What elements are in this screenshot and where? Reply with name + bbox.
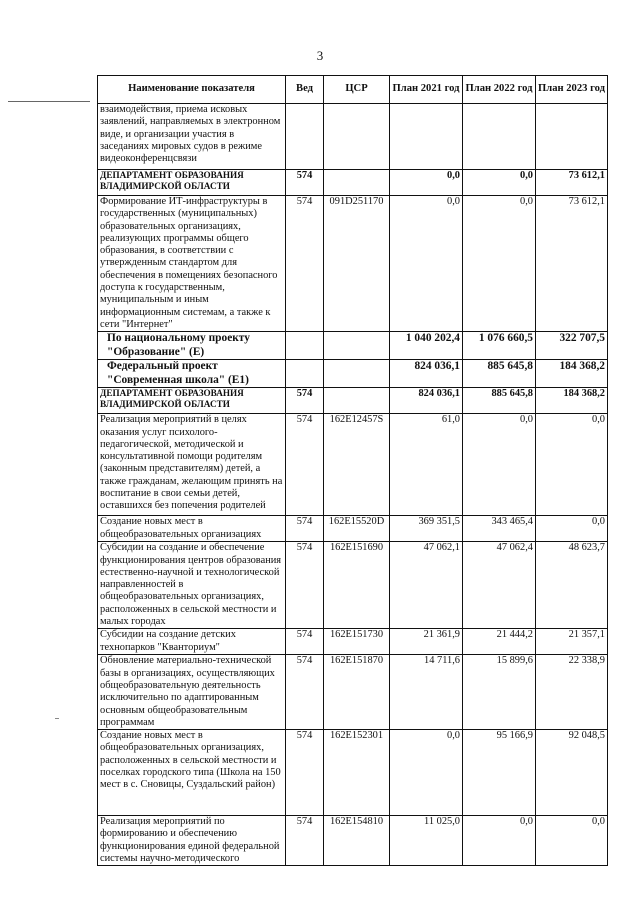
cell-name: взаимодействия, приема исковых заявлений, направляемых в электронном виде, и организации участия в заседаниях мировых судов в режиме видеоконференцсвязи (98, 104, 286, 170)
table-row (98, 104, 608, 170)
cell-csr: 162E15520D (324, 516, 390, 542)
cell-plan-2022: 0,0 (463, 196, 536, 332)
cell-ved: 574 (286, 516, 324, 542)
cell-ved (286, 360, 324, 388)
cell-plan-2022: 0,0 (463, 816, 536, 866)
table-row (98, 414, 608, 516)
cell-name: ДЕПАРТАМЕНТ ОБРАЗОВАНИЯ ВЛАДИМИРСКОЙ ОБЛАСТИ (98, 170, 286, 196)
cell-plan-2023: 22 338,9 (536, 655, 608, 730)
budget-table (97, 75, 608, 866)
cell-ved: 574 (286, 816, 324, 866)
cell-name: Создание новых мест в общеобразовательных организациях, расположенных в сельской местности и поселках городского типа (Школа на 150 мест в с. Сновицы, Суздальский район) (98, 730, 286, 816)
cell-ved: 574 (286, 388, 324, 414)
cell-plan-2023: 48 623,7 (536, 542, 608, 629)
margin-mark (55, 718, 59, 719)
cell-plan-2023: 322 707,5 (536, 332, 608, 360)
cell-csr: 091D251170 (324, 196, 390, 332)
cell-csr: 162E151730 (324, 629, 390, 655)
cell-plan-2022: 0,0 (463, 414, 536, 516)
cell-plan-2021: 0,0 (390, 196, 463, 332)
cell-plan-2022: 343 465,4 (463, 516, 536, 542)
header-name: Наименование показателя (98, 76, 286, 104)
cell-name: Создание новых мест в общеобразовательных организациях (98, 516, 286, 542)
cell-plan-2021: 824 036,1 (390, 360, 463, 388)
header-plan-2022: План 2022 год (463, 76, 536, 104)
cell-plan-2023: 0,0 (536, 414, 608, 516)
cell-ved: 574 (286, 542, 324, 629)
cell-csr (324, 388, 390, 414)
cell-plan-2022 (463, 104, 536, 170)
header-plan-2023: План 2023 год (536, 76, 608, 104)
cell-plan-2021: 61,0 (390, 414, 463, 516)
cell-plan-2023: 73 612,1 (536, 170, 608, 196)
cell-ved: 574 (286, 629, 324, 655)
cell-plan-2023: 0,0 (536, 816, 608, 866)
cell-csr: 162E154810 (324, 816, 390, 866)
cell-plan-2021: 11 025,0 (390, 816, 463, 866)
cell-plan-2022: 1 076 660,5 (463, 332, 536, 360)
department-row (98, 170, 608, 196)
cell-csr (324, 170, 390, 196)
cell-name: ДЕПАРТАМЕНТ ОБРАЗОВАНИЯ ВЛАДИМИРСКОЙ ОБЛАСТИ (98, 388, 286, 414)
cell-name: Субсидии на создание и обеспечение функционирования центров образования естественно-научной и технологической направленностей в общеобразовательных организациях, расположенных в сельской местности и малых городах (98, 542, 286, 629)
header-ved: Вед (286, 76, 324, 104)
cell-csr (324, 332, 390, 360)
cell-plan-2022: 95 166,9 (463, 730, 536, 816)
cell-plan-2021: 1 040 202,4 (390, 332, 463, 360)
cell-name: Субсидии на создание детских технопарков "Кванториум" (98, 629, 286, 655)
cell-plan-2023: 92 048,5 (536, 730, 608, 816)
cell-ved (286, 104, 324, 170)
cell-plan-2022: 15 899,6 (463, 655, 536, 730)
cell-ved: 574 (286, 730, 324, 816)
cell-plan-2021: 824 036,1 (390, 388, 463, 414)
page-number: 3 (316, 48, 324, 63)
cell-name: Реализация мероприятий в целях оказания услуг психолого-педагогической, методической и консультативной помощи родителям (законным представителям) детей, а также гражданам, желающим принять на воспитание в свои семьи детей, оставшихся без попечения родителей (98, 414, 286, 516)
table-header-row (98, 76, 608, 104)
cell-csr (324, 104, 390, 170)
cell-plan-2023: 21 357,1 (536, 629, 608, 655)
cell-csr (324, 360, 390, 388)
cell-ved: 574 (286, 655, 324, 730)
table-row (98, 542, 608, 629)
cell-name: По национальному проекту "Образование" (E) (98, 332, 286, 360)
project-row (98, 332, 608, 360)
cell-plan-2022: 0,0 (463, 170, 536, 196)
table-row (98, 655, 608, 730)
cell-plan-2022: 21 444,2 (463, 629, 536, 655)
cell-name: Обновление материально-технической базы в организациях, осуществляющих общеобразовательную деятельность исключительно по адаптированным основным общеобразовательным программам (98, 655, 286, 730)
table-row (98, 730, 608, 816)
cell-ved: 574 (286, 196, 324, 332)
cell-plan-2023: 184 368,2 (536, 360, 608, 388)
cell-ved (286, 332, 324, 360)
cell-plan-2021 (390, 104, 463, 170)
cell-plan-2022: 885 645,8 (463, 360, 536, 388)
cell-plan-2022: 885 645,8 (463, 388, 536, 414)
cell-plan-2023 (536, 104, 608, 170)
cell-csr: 162E151690 (324, 542, 390, 629)
cell-plan-2023: 184 368,2 (536, 388, 608, 414)
department-row (98, 388, 608, 414)
cell-plan-2021: 14 711,6 (390, 655, 463, 730)
cell-plan-2021: 369 351,5 (390, 516, 463, 542)
cell-ved: 574 (286, 414, 324, 516)
table-row (98, 516, 608, 542)
header-plan-2021: План 2021 год (390, 76, 463, 104)
cell-plan-2021: 0,0 (390, 170, 463, 196)
cell-name: Федеральный проект "Современная школа" (E1) (98, 360, 286, 388)
table-row (98, 816, 608, 866)
cell-plan-2021: 47 062,1 (390, 542, 463, 629)
cell-csr: 162E152301 (324, 730, 390, 816)
cell-ved: 574 (286, 170, 324, 196)
cell-csr: 162E151870 (324, 655, 390, 730)
cell-name: Реализация мероприятий по формированию и обеспечению функционирования единой федеральной системы научно-методического (98, 816, 286, 866)
cell-plan-2021: 21 361,9 (390, 629, 463, 655)
margin-line (8, 101, 90, 102)
cell-csr: 162E12457S (324, 414, 390, 516)
table-row (98, 196, 608, 332)
cell-plan-2023: 0,0 (536, 516, 608, 542)
project-row (98, 360, 608, 388)
header-csr: ЦСР (324, 76, 390, 104)
cell-plan-2021: 0,0 (390, 730, 463, 816)
table-row (98, 629, 608, 655)
cell-plan-2022: 47 062,4 (463, 542, 536, 629)
cell-name: Формирование ИТ-инфраструктуры в государственных (муниципальных) образовательных организациях, реализующих программы общего образования, в соответствии с утвержденным стандартом для обеспечения в помещениях безопасного доступа к государственным, муниципальным и иным информационным системам, а также к сети "Интернет" (98, 196, 286, 332)
cell-plan-2023: 73 612,1 (536, 196, 608, 332)
